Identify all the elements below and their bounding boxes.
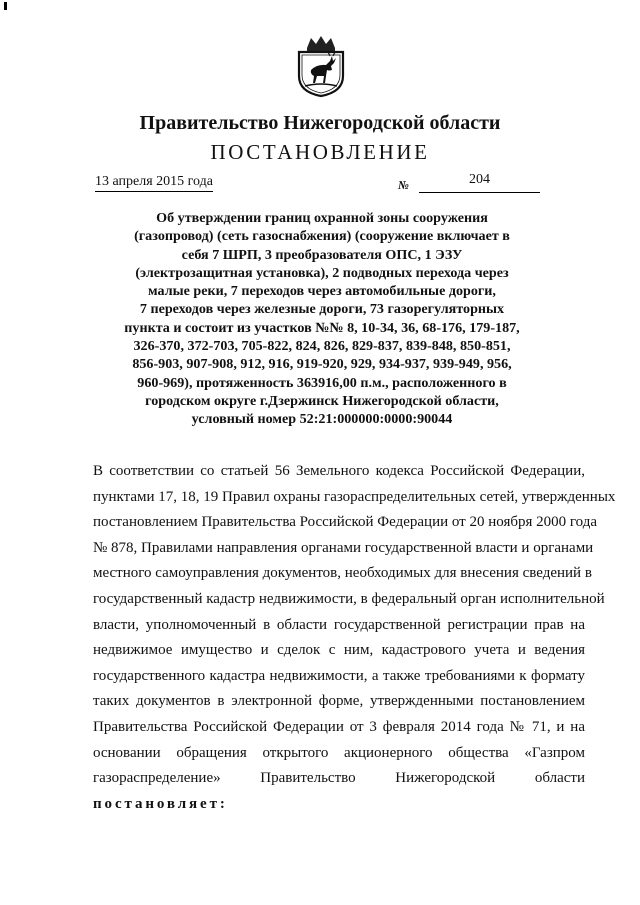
number-sign: № bbox=[398, 178, 409, 192]
body-line: газораспределение» Правительство Нижегородской области bbox=[93, 770, 585, 787]
subject-line: 7 переходов через железные дороги, 73 газорегуляторных bbox=[139, 301, 505, 318]
subject-line: (электрозащитная установка), 2 подводных перехода через bbox=[135, 264, 509, 281]
subject-line: пункта и состоит из участков №№ 8, 10-34, 36, 68-176, 179-187, bbox=[124, 319, 520, 336]
coat-of-arms-icon bbox=[293, 34, 349, 98]
subject-line: 326-370, 372-703, 705-822, 824, 826, 829-837, 839-848, 850-851, bbox=[133, 338, 511, 355]
body-line: Правительства Российской Федерации от 3 февраля 2014 года № 71, и на bbox=[93, 718, 585, 735]
body-line: таких документов в электронной форме, утвержденными постановлением bbox=[93, 693, 585, 710]
body-line: недвижимое имущество и сделок с ним, кадастрового учета и ведения bbox=[93, 642, 585, 659]
document-subject bbox=[92, 209, 552, 429]
resolves-word: постановляет: bbox=[93, 795, 228, 812]
body-line: № 878, Правилами направления органами государственной власти и органами bbox=[93, 539, 594, 556]
body-line: государственного кадастра недвижимости, а также требованиями к формату bbox=[93, 667, 585, 684]
subject-line: малые реки, 7 переходов через автомобильные дороги, bbox=[148, 283, 496, 300]
document-type: ПОСТАНОВЛЕНИЕ bbox=[210, 140, 430, 164]
subject-line: 856-903, 907-908, 912, 916, 919-920, 929, 934-937, 939-949, 956, bbox=[132, 356, 512, 373]
subject-line: себя 7 ШРП, 3 преобразователя ОПС, 1 ЭЗУ bbox=[181, 246, 463, 263]
body-line: государственный кадастр недвижимости, в федеральный орган исполнительной bbox=[93, 590, 605, 607]
body-line: постановлением Правительства Российской Федерации от 20 ноября 2000 года bbox=[93, 514, 598, 531]
preamble-paragraph bbox=[93, 459, 616, 817]
subject-line: Об утверждении границ охранной зоны сооружения bbox=[156, 210, 488, 226]
subject-line: 960-969), протяженность 363916,00 п.м., расположенного в bbox=[137, 374, 507, 391]
organization-title: Правительство Нижегородской области bbox=[139, 112, 501, 134]
body-line: В соответствии со статьей 56 Земельного кодекса Российской Федерации, bbox=[93, 463, 585, 479]
document-date: 13 апреля 2015 года bbox=[95, 174, 213, 192]
scan-mark bbox=[4, 2, 7, 10]
body-line: пунктами 17, 18, 19 Правил охраны газораспределительных сетей, утвержденных bbox=[93, 488, 616, 505]
subject-line: городском округе г.Дзержинск Нижегородской области, bbox=[145, 392, 499, 409]
body-line: власти, уполномоченный в области государственной регистрации прав на bbox=[93, 616, 585, 633]
number-underline bbox=[419, 192, 540, 193]
subject-line: (газопровод) (сеть газоснабжения) (сооружение включает в bbox=[134, 228, 510, 245]
body-line: местного самоуправления документов, необходимых для внесения сведений в bbox=[93, 565, 592, 582]
document-number: 204 bbox=[469, 172, 490, 187]
body-line: основании обращения открытого акционерного общества «Газпром bbox=[93, 744, 585, 761]
subject-line: условный номер 52:21:000000:0000:90044 bbox=[191, 411, 453, 428]
